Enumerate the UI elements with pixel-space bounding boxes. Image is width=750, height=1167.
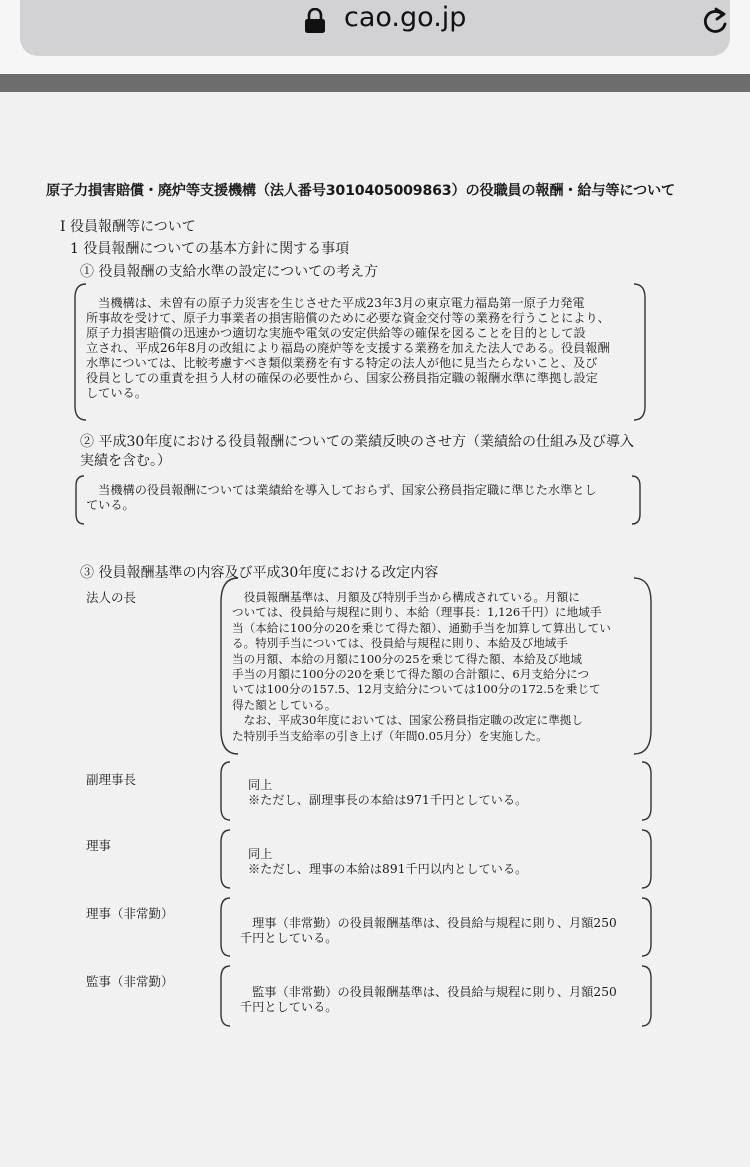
- row-president-body: [232, 590, 652, 744]
- item-2-heading-line-2: 実績を含む。）: [80, 453, 171, 469]
- row-president-line: 当の月額、本給の月額に100分の25を乗じて得た額、本給及び地域: [232, 651, 582, 666]
- row-part-time-director-line: 千円としている。: [240, 931, 338, 945]
- row-part-time-director-line: 理事（非常勤）の役員報酬基準は、役員給与規程に則り、月額250: [240, 916, 617, 930]
- item-1-line: 所事故を受けて、原子力事業者の損害賠償のために必要な資金交付等の業務を行うことにより、: [86, 311, 610, 325]
- row-president-line: なお、平成30年度においては、国家公務員指定職の改定に準拠し: [232, 713, 583, 728]
- row-president-line: る。特別手当については、役員給与規程に則り、本給及び地域手: [232, 636, 568, 651]
- row-label-director: 理事: [86, 838, 112, 853]
- toolbar-divider: [0, 74, 750, 92]
- item-1-line: 立され、平成26年8月の改組により福島の廃炉等を支援する業務を加えた法人である。役員報酬: [86, 341, 610, 355]
- row-president-line: 役員報酬基準は、月額及び特別手当から構成されている。月額に: [232, 590, 580, 604]
- item-3-heading: ③ 役員報酬基準の内容及び平成30年度における改定内容: [80, 565, 439, 581]
- item-1-body: [86, 296, 646, 401]
- row-part-time-auditor-line: 千円としている。: [240, 1000, 338, 1014]
- row-president-line: いては100分の157.5、12月支給分については100分の172.5を乗じて: [232, 682, 601, 697]
- row-president-line: 得た額としている。: [232, 697, 337, 712]
- row-label-part-time-auditor: 監事（非常勤）: [86, 974, 174, 989]
- row-president-line: ついては、役員給与規程に則り、本給（理事長：1,126千円）に地域手: [232, 605, 602, 620]
- row-president-line: 当（本給に100分の20を乗じて得た額）、通勤手当を加算して算出してい: [232, 620, 611, 635]
- item-2-heading-line-1: ② 平成30年度における役員報酬についての業績反映のさせ方（業績給の仕組み及び導入: [80, 434, 634, 450]
- address-bar[interactable]: [20, 0, 730, 56]
- browser-chrome: [0, 0, 750, 78]
- row-director-line: ※ただし、理事の本給は891千円以内としている。: [248, 862, 528, 876]
- row-director-body: [248, 847, 648, 877]
- row-president-line: た特別手当支給率の引き上げ（年間0.05月分）を実施した。: [232, 728, 548, 743]
- item-1-heading: ① 役員報酬の支給水準の設定についての考え方: [80, 264, 379, 280]
- item-1-line: している。: [86, 386, 147, 400]
- document-title: 原子力損害賠償・廃炉等支援機構（法人番号3010405009863）の役職員の報酬・給与等について: [46, 183, 676, 199]
- item-1-line: 原子力損害賠償の迅速かつ適切な実施や電気の安定供給等の確保を図ることを目的として設: [86, 326, 586, 340]
- row-director-line: 同上: [248, 847, 273, 861]
- item-1-line: 水準については、比較考慮すべき類似業務を有する特定の法人が他に見当たらないこと、及び: [86, 356, 598, 370]
- section-heading: Ⅰ 役員報酬等について: [60, 219, 196, 235]
- item-2-line: ている。: [86, 498, 135, 512]
- row-part-time-director-body: [240, 916, 650, 946]
- row-part-time-auditor-body: [240, 985, 650, 1015]
- row-vice-president-line: ※ただし、副理事長の本給は971千円としている。: [248, 793, 528, 807]
- row-label-part-time-director: 理事（非常勤）: [86, 906, 174, 921]
- row-label-vice-president: 副理事長: [86, 772, 137, 787]
- row-president-line: 手当の月額に100分の20を乗じて得た額の合計額に、6月支給分につ: [232, 667, 590, 682]
- row-vice-president-line: 同上: [248, 778, 273, 792]
- document-page: [0, 92, 750, 1167]
- item-2-line: 当機構の役員報酬については業績給を導入しておらず、国家公務員指定職に準じた水準とし: [86, 483, 597, 497]
- item-1-line: 当機構は、未曽有の原子力災害を生じさせた平成23年3月の東京電力福島第一原子力発電: [86, 296, 585, 310]
- reload-icon[interactable]: [700, 6, 732, 38]
- subsection-heading: 1 役員報酬についての基本方針に関する事項: [70, 241, 350, 257]
- row-vice-president-body: [248, 778, 648, 808]
- row-label-president: 法人の長: [86, 590, 137, 605]
- address-domain: cao.go.jp: [344, 2, 467, 33]
- item-1-line: 役員としての重責を担う人材の確保の必要性から、国家公務員指定職の報酬水準に準拠し設定: [86, 371, 598, 385]
- lock-icon: [304, 8, 326, 34]
- item-2-body: [86, 483, 642, 513]
- row-part-time-auditor-line: 監事（非常勤）の役員報酬基準は、役員給与規程に則り、月額250: [240, 985, 617, 999]
